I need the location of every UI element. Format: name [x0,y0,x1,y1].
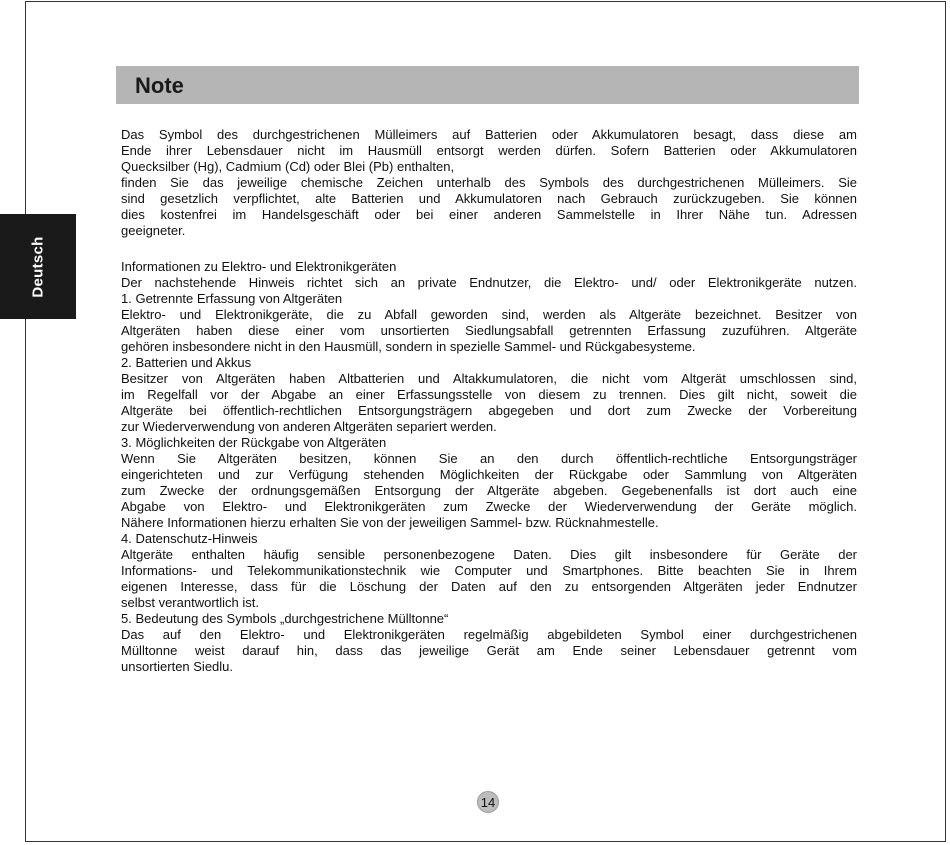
section-heading: 1. Getrennte Erfassung von Altgeräten [121,291,343,306]
language-tab [0,214,76,319]
page-title: Note [135,73,184,98]
weee-information [121,259,857,675]
text-line: Altgeräten haben diese einer vom unsortierten Siedlungsabfall getrennten Erfassung zuzuführen. Altgeräte [121,323,857,338]
text-line: unsortierten Siedlu. [121,659,234,674]
text-line: Nähere Informationen hierzu erhalten Sie von der jeweiligen Sammel- bzw. Rücknahmestelle. [121,515,659,530]
text-line: selbst verantwortlich ist. [121,595,259,610]
text-line: Mülltonne weist darauf hin, dass das jeweilige Gerät am Ende seiner Lebensdauer getrennt vom [121,643,857,658]
text-line: finden Sie das jeweilige chemische Zeichen unterhalb des Symbols des durchgestrichenen Mülleimers. Sie [121,175,857,190]
text-line: Altgeräte enthalten häufig sensible personenbezogene Daten. Dies gilt insbesondere für Geräte der [121,547,857,562]
section-heading: 2. Batterien und Akkus [121,355,252,370]
text-line: zur Wiederverwendung von anderen Altgeräten separiert werden. [121,419,497,434]
text-line: gehören insbesondere nicht in den Hausmüll, sondern in spezielle Sammel- und Rückgabesysteme. [121,339,696,354]
text-line: Abgabe von Elektro- und Elektronikgeräten zum Zwecke der Wiederverwendung der Geräte möglich. [121,499,857,514]
section-header [116,66,859,104]
page-number: 14 [477,791,499,813]
text-line: Besitzer von Altgeräten haben Altbatterien und Altakkumulatoren, die nicht vom Altgerät umschlossen sind, [121,371,857,386]
section-heading: 3. Möglichkeiten der Rückgabe von Altgeräten [121,435,387,450]
text-line: Der nachstehende Hinweis richtet sich an private Endnutzer, die Elektro- und/ oder Elektronikgeräte nutzen. [121,275,857,290]
text-line: eigenen Interesse, dass für die Löschung der Daten auf den zu entsorgenden Altgeräten jeder Endnutzer [121,579,857,594]
text-line: Informations- und Telekommunikationstechnik wie Computer und Smartphones. Bitte beachten Sie in Ihrem [121,563,857,578]
battery-paragraph [121,127,857,239]
text-line: eingerichteten und zur Verfügung stehenden Möglichkeiten der Rückgabe oder Sammlung von Altgeräten [121,467,857,482]
language-tab-label: Deutsch [29,235,47,298]
text-line: geeigneter. [121,223,186,238]
text-line: sind gesetzlich verpflichtet, alte Batterien und Akkumulatoren nach Gebrauch zurückzugeben. Sie können [121,191,857,206]
text-line: Ende ihrer Lebensdauer nicht im Hausmüll entsorgt werden dürfen. Sofern Batterien oder Akkumulatoren [121,143,857,158]
section-heading: Informationen zu Elektro- und Elektronikgeräten [121,259,397,274]
text-line: zum Zwecke der ordnungsgemäßen Entsorgung der Altgeräte abgeben. Gegebenenfalls ist dort auch eine [121,483,857,498]
text-line: Das Symbol des durchgestrichenen Mülleimers auf Batterien oder Akkumulatoren besagt, dass diese am [121,127,857,142]
text-line: Altgeräte bei öffentlich-rechtlichen Entsorgungsträgern abgegeben und dort zum Zwecke der Vorbereitung [121,403,857,418]
text-line: Elektro- und Elektronikgeräte, die zu Abfall geworden sind, werden als Altgeräte bezeichnet. Besitzer von [121,307,857,322]
text-line: Wenn Sie Altgeräten besitzen, können Sie an den durch öffentlich-rechtliche Entsorgungsträger [121,451,857,466]
text-line: im Regelfall vor der Abgabe an einer Erfassungsstelle von diesem zu trennen. Dies gilt nicht, soweit die [121,387,857,402]
section-heading: 4. Datenschutz-Hinweis [121,531,258,546]
section-heading: 5. Bedeutung des Symbols „durchgestrichene Mülltonne“ [121,611,449,626]
text-line: dies kostenfrei im Handelsgeschäft oder bei einer anderen Sammelstelle in Ihrer Nähe tun. Adressen [121,207,857,222]
text-line: Quecksilber (Hg), Cadmium (Cd) oder Blei (Pb) enthalten, [121,159,455,174]
text-line: Das auf den Elektro- und Elektronikgeräten regelmäßig abgebildeten Symbol einer durchgestrichenen [121,627,857,642]
